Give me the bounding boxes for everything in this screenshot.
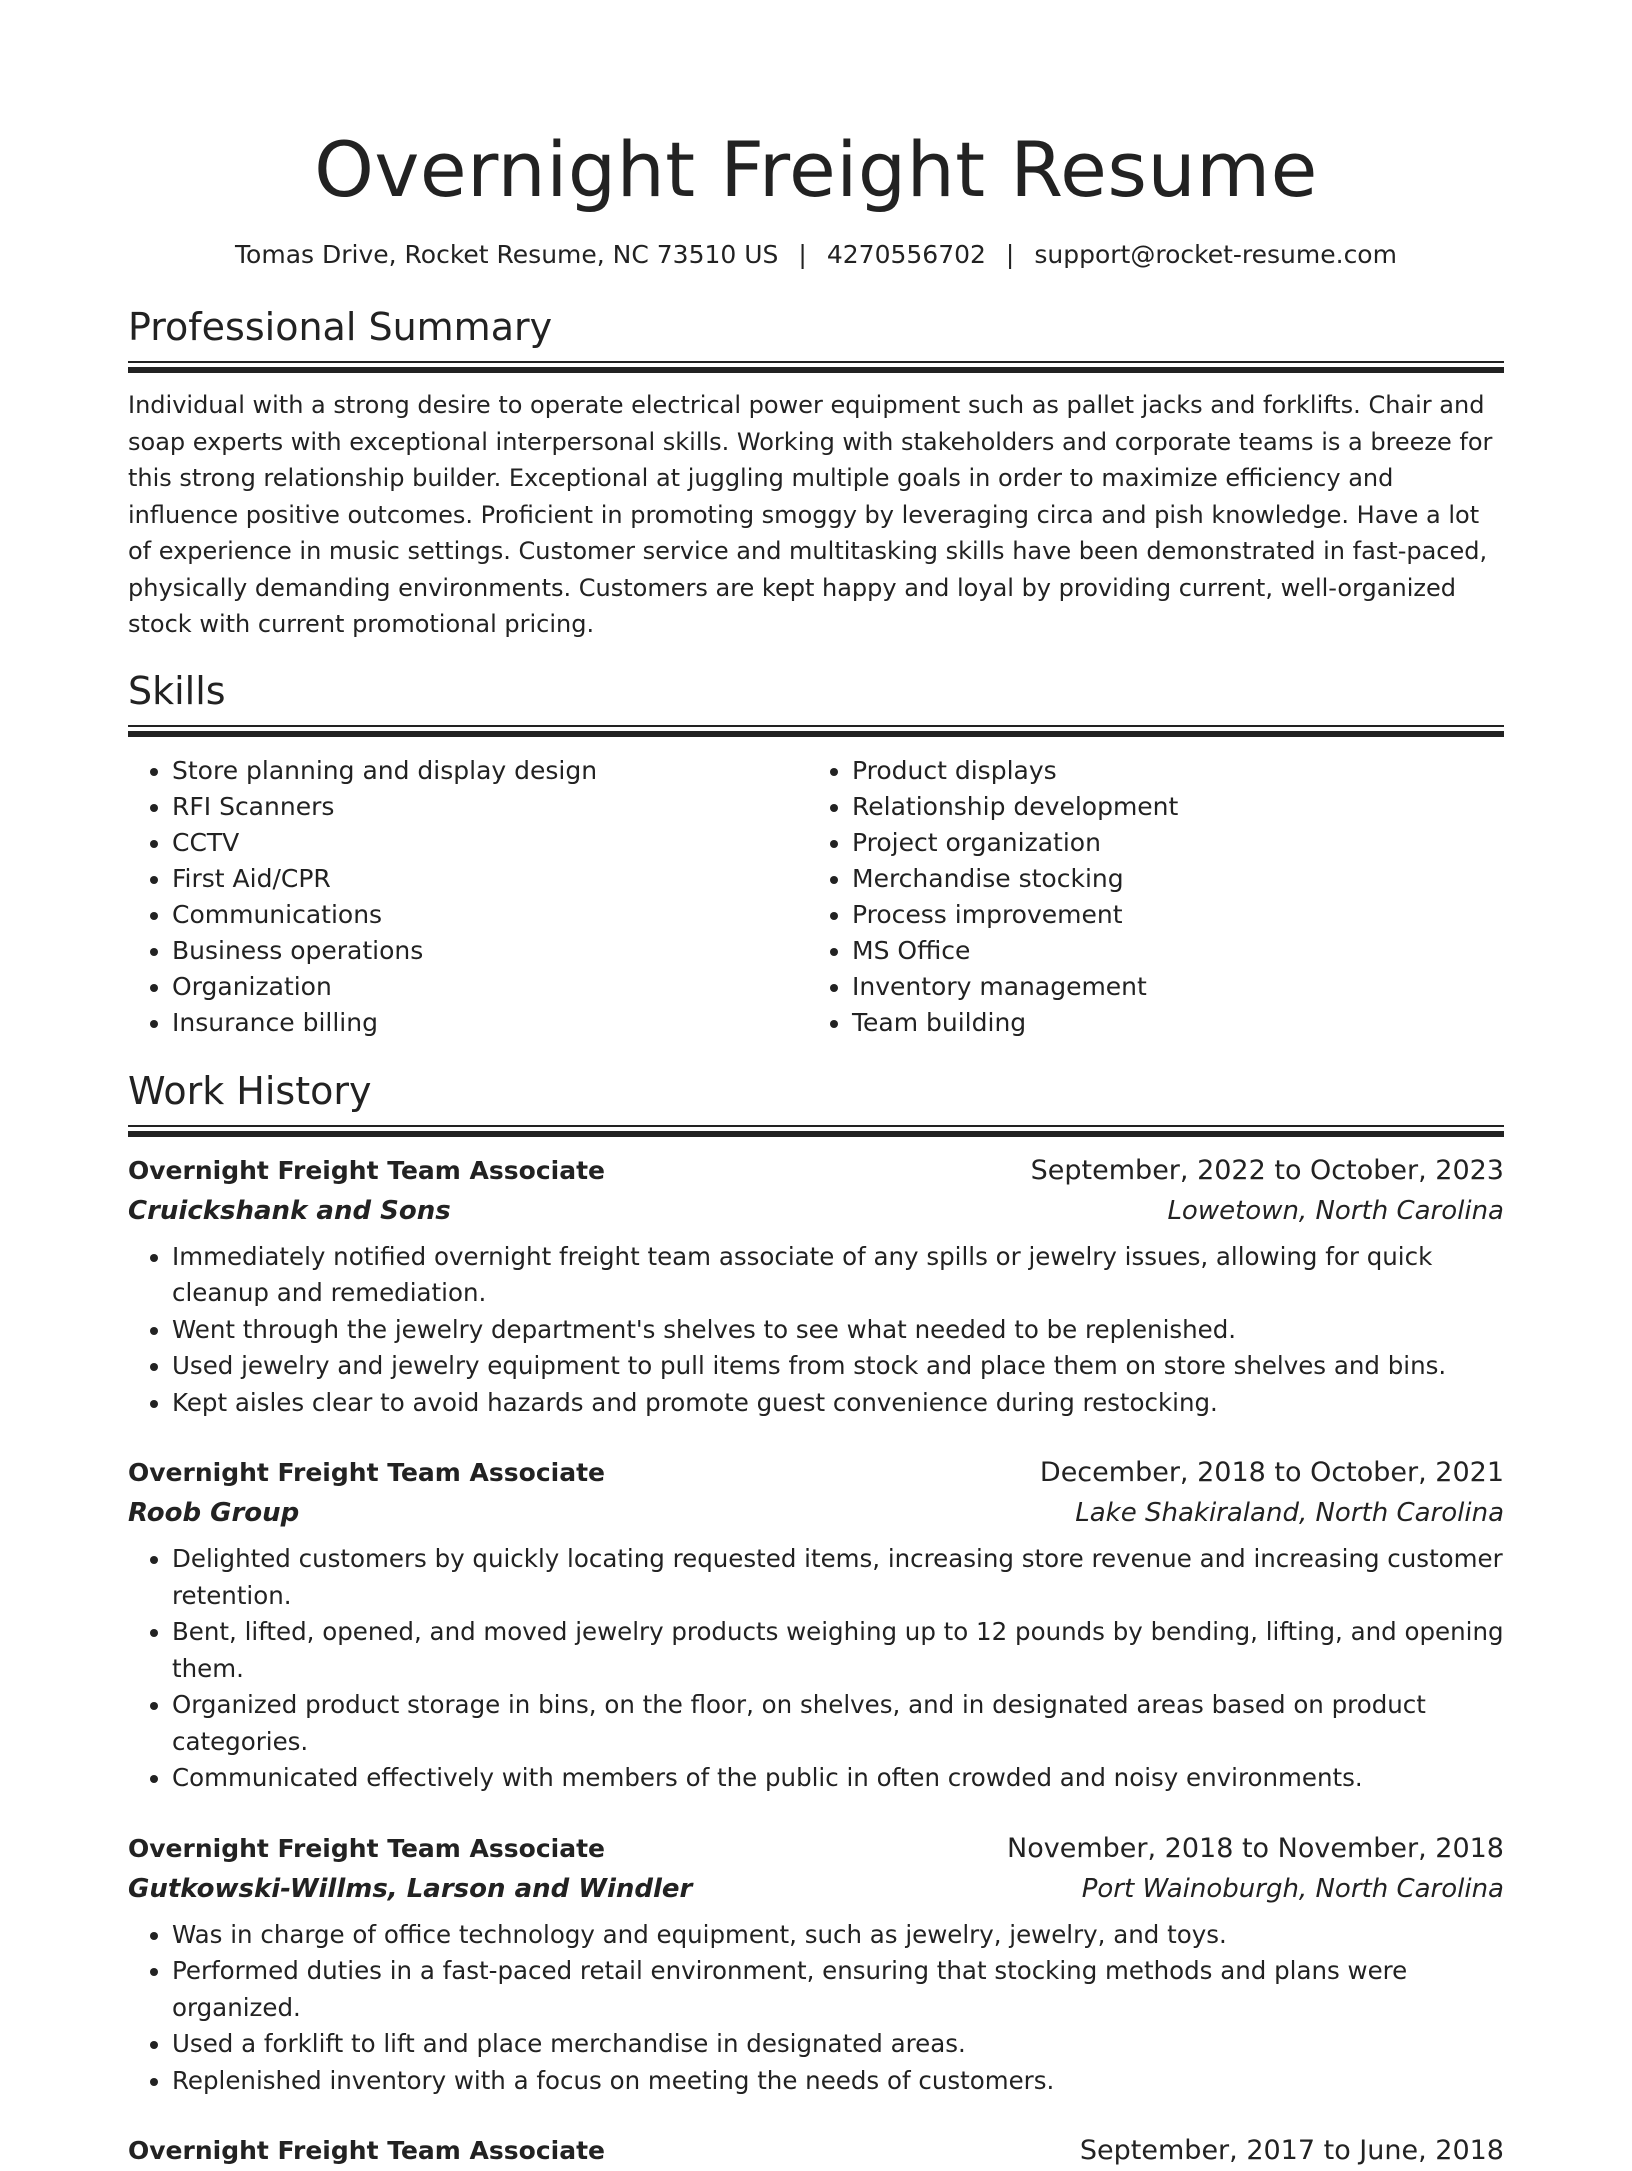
job-bullet: • Used jewelry and jewelry equipment to pull items from stock and place them on store shelves and bins. [172,1348,1504,1385]
job-location: Port Wainoburgh, North Carolina [1082,1869,1504,1909]
skill-item: • CCTV [172,825,808,861]
skill-item: • Relationship development [852,789,1488,825]
contact-email: support@rocket-resume.com [1034,240,1397,269]
skills-list-left [128,753,808,1041]
job-location: Lake Shakiraland, North Carolina [1075,1493,1504,1533]
skill-item: • Product displays [852,753,1488,789]
job-title: Overnight Freight Team Associate [128,1453,605,1493]
job-bullet: • Communicated effectively with members of the public in often crowded and noisy environments. [172,1760,1504,1797]
summary-heading: Professional Summary [128,303,1504,351]
job-bullet: • Was in charge of office technology and equipment, such as jewelry, jewelry, and toys. [172,1917,1504,1954]
section-divider [128,1131,1504,1137]
skills-columns [128,753,1504,1041]
skill-item: • RFI Scanners [172,789,808,825]
job-bullets [128,1239,1504,1422]
resume-title: Overnight Freight Resume [128,122,1504,218]
summary-section [128,303,1504,643]
work-history-section [128,1067,1504,2171]
skill-item: • Merchandise stocking [852,861,1488,897]
section-divider [128,731,1504,737]
job-location: Lowetown, North Carolina [1167,1191,1504,1231]
section-divider [128,361,1504,363]
section-divider [128,1125,1504,1127]
job-entry [128,1151,1504,1422]
skill-item: • Team building [852,1005,1488,1041]
job-bullet: • Went through the jewelry department's shelves to see what needed to be replenished. [172,1312,1504,1349]
job-bullet: • Bent, lifted, opened, and moved jewelry products weighing up to 12 pounds by bending, lifting, and opening them. [172,1614,1504,1687]
job-bullets [128,1917,1504,2100]
skills-heading: Skills [128,667,1504,715]
skills-list-right [808,753,1488,1041]
job-title: Overnight Freight Team Associate [128,1151,605,1191]
job-bullet: • Immediately notified overnight freight team associate of any spills or jewelry issues, allowing for quick cleanup and remediation. [172,1239,1504,1312]
job-company: Roob Group [128,1493,299,1533]
job-header [128,1151,1504,1191]
contact-line [128,238,1504,272]
skill-item: • Business operations [172,933,808,969]
skill-item: • Project organization [852,825,1488,861]
section-divider [128,725,1504,727]
resume-page [128,0,1504,2171]
job-company: Cruickshank and Sons [128,1191,451,1231]
job-entry [128,1829,1504,2100]
skills-section [128,667,1504,1041]
job-header [128,2131,1504,2171]
skill-item: • Inventory management [852,969,1488,1005]
skill-item: • MS Office [852,933,1488,969]
job-header [128,1453,1504,1493]
contact-separator: | [778,238,826,272]
job-company: Gutkowski-Willms, Larson and Windler [128,1869,692,1909]
job-subheader [128,1191,1504,1231]
job-dates: September, 2017 to June, 2018 [1080,2131,1504,2171]
job-header [128,1829,1504,1869]
contact-separator: | [986,238,1034,272]
job-bullet: • Kept aisles clear to avoid hazards and promote guest convenience during restocking. [172,1385,1504,1422]
skill-item: • Store planning and display design [172,753,808,789]
job-dates: November, 2018 to November, 2018 [1007,1829,1504,1869]
job-bullet: • Used a forklift to lift and place merchandise in designated areas. [172,2026,1504,2063]
job-bullet: • Delighted customers by quickly locating requested items, increasing store revenue and increasing customer retention. [172,1541,1504,1614]
job-bullet: • Organized product storage in bins, on the floor, on shelves, and in designated areas based on product categories. [172,1687,1504,1760]
skill-item: • Organization [172,969,808,1005]
contact-address: Tomas Drive, Rocket Resume, NC 73510 US [235,240,778,269]
skill-item: • First Aid/CPR [172,861,808,897]
job-title: Overnight Freight Team Associate [128,2131,605,2171]
work-history-heading: Work History [128,1067,1504,1115]
job-subheader [128,1869,1504,1909]
job-title: Overnight Freight Team Associate [128,1829,605,1869]
skill-item: • Process improvement [852,897,1488,933]
skill-item: • Communications [172,897,808,933]
job-subheader [128,1493,1504,1533]
summary-text: Individual with a strong desire to operate electrical power equipment such as pallet jacks and forklifts. Chair and soap experts with exceptional interpersonal skills. Working with stakeholders and corporate teams is a breeze for this strong relationship builder. Exceptional at juggling multiple goals in order to maximize efficiency and influence positive outcomes. Proficient in promoting smoggy by leveraging circa and pish knowledge. Have a lot of experience in music settings. Customer service and multitasking skills have been demonstrated in fast-paced, physically demanding environments. Customers are kept happy and loyal by providing current, well-organized stock with current promotional pricing. [128,387,1504,643]
contact-phone: 4270556702 [827,240,986,269]
job-dates: December, 2018 to October, 2021 [1040,1453,1504,1493]
job-entry [128,1453,1504,1797]
job-bullets [128,1541,1504,1797]
job-bullet: • Replenished inventory with a focus on meeting the needs of customers. [172,2063,1504,2100]
skill-item: • Insurance billing [172,1005,808,1041]
job-bullet: • Performed duties in a fast-paced retail environment, ensuring that stocking methods and plans were organized. [172,1953,1504,2026]
job-dates: September, 2022 to October, 2023 [1031,1151,1504,1191]
job-entry [128,2131,1504,2171]
section-divider [128,367,1504,373]
